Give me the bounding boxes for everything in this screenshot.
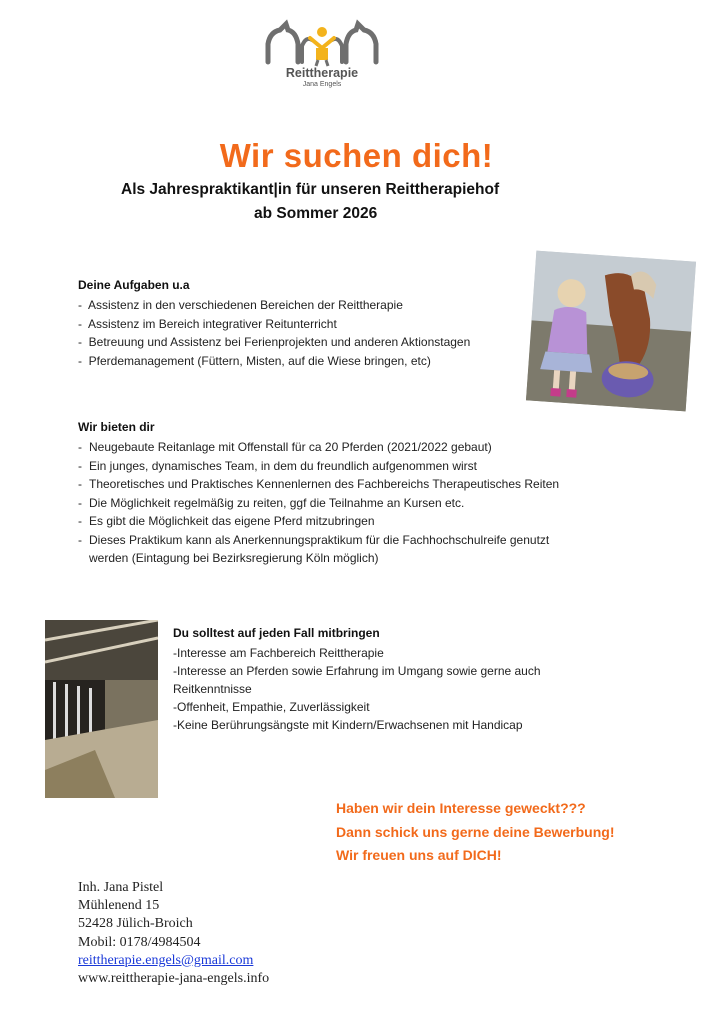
list-item: - Assistenz im Bereich integrativer Reitunterricht [78, 315, 470, 334]
list-item: -Keine Berührungsängste mit Kindern/Erwachsenen mit Handicap [173, 718, 523, 732]
website: www.reittherapie-jana-engels.info [78, 971, 270, 987]
stable-photo [45, 620, 158, 798]
city: 52428 Jülich-Broich [78, 916, 193, 932]
child-with-pony-photo [526, 251, 696, 412]
tasks-title: Deine Aufgaben u.a [78, 278, 190, 292]
list-item-continuation: werden (Eintagung bei Bezirksregierung Köln möglich) [89, 551, 379, 565]
list-item: -Interesse am Fachbereich Reittherapie [173, 646, 384, 660]
street-address: Mühlenend 15 [78, 898, 160, 914]
offer-title: Wir bieten dir [78, 420, 155, 434]
list-item: - Pferdemanagement (Füttern, Misten, auf die Wiese bringen, etc) [78, 352, 470, 371]
phone-number: Mobil: 0178/4984504 [78, 934, 201, 950]
list-item: - Dieses Praktikum kann als Anerkennungspraktikum für die Fachhochschulreife genutzt [78, 531, 559, 550]
callout [336, 797, 615, 868]
list-item: - Neugebaute Reitanlage mit Offenstall für ca 20 Pferden (2021/2022 gebaut) [78, 438, 559, 457]
headline: Wir suchen dich! [219, 137, 494, 174]
callout-line2: Dann schick uns gerne deine Bewerbung! [336, 823, 615, 840]
requirements-title: Du solltest auf jeden Fall mitbringen [173, 626, 380, 640]
contact-footer [78, 879, 269, 988]
list-item: - Die Möglichkeit regelmäßig zu reiten, ggf die Teilnahme an Kursen etc. [78, 494, 559, 513]
callout-line1: Haben wir dein Interesse geweckt??? [336, 800, 586, 816]
requirements-list [173, 644, 541, 734]
list-item: -Interesse an Pferden sowie Erfahrung im Umgang sowie gerne auch [173, 664, 541, 678]
logo-name: Reittherapie [285, 66, 359, 80]
list-item: Reitkenntnisse [173, 682, 252, 696]
list-item: - Betreuung und Assistenz bei Ferienprojekten und anderen Aktionstagen [78, 333, 470, 352]
list-item: - Theoretisches und Praktisches Kennenlernen des Fachbereichs Therapeutisches Reiten [78, 475, 559, 494]
email-link[interactable]: reittherapie.engels@gmail.com [78, 952, 254, 968]
list-item: - Assistenz in den verschiedenen Bereichen der Reittherapie [78, 296, 470, 315]
logo-subname: Jana Engels [302, 81, 342, 88]
list-item: -Offenheit, Empathie, Zuverlässigkeit [173, 700, 370, 714]
offer-list [78, 438, 559, 568]
tasks-list [78, 296, 470, 370]
subheadline-line1: Als Jahrespraktikant|in für unseren Reittherapiehof [121, 181, 500, 198]
owner-name: Inh. Jana Pistel [78, 880, 164, 895]
list-item: - Es gibt die Möglichkeit das eigene Pferd mitzubringen [78, 512, 559, 531]
callout-line3: Wir freuen uns auf DICH! [336, 847, 502, 863]
subheadline-line2: ab Sommer 2026 [254, 205, 378, 222]
list-item: - Ein junges, dynamisches Team, in dem du freundlich aufgenommen wirst [78, 457, 559, 476]
